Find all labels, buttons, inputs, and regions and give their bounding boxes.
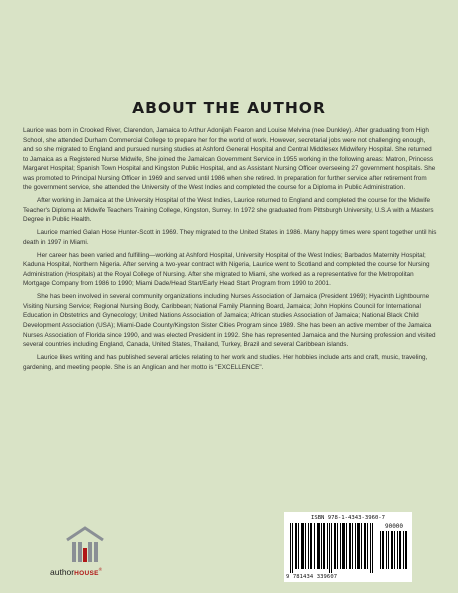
barcode-panel: [284, 512, 412, 582]
author-bio: [23, 126, 437, 375]
ean-barcode-icon: [288, 523, 376, 573]
bio-paragraph-2: After working in Jamaica at the University Hospital of the West Indies, Laurice returned to England and completed the course for the Midwife Teacher's Diploma at Midwife Teachers Training College, Kingston, Surrey. In 1972 she graduated from Pittsburgh University, U.S.A with a Masters Degree in Public Health.: [23, 197, 434, 224]
bio-paragraph-1: Laurice was born in Crooked River, Clarendon, Jamaica to Arthur Adonijah Fearon and Louise Melvina (nee Dunkley). After graduating from High School, she attended Durham Commercial College to prepare her for the world of work. However, secretarial jobs were not challenging enough, and so she migrated to England and pursued nursing studies at Ashford General Hospital and Central Middlesex Midwifery Hospital. She returned to Jamaica as a Registered Nurse Midwife, She joined the Jamaican Government Service in 1955 working in the following areas: Matron, Princess Margaret Hospital; Spanish Town Hospital and Kingston Public Hospital, and as Assistant Nursing Officer overseeing 27 government hospitals. She was promoted to Principal Nursing Officer in 1969 and served until 1986 when she retired. In preparation for further service after retirement from the government service, she attended the University of the West Indies and completed the course for a Diploma in Public Administration.: [23, 127, 436, 192]
bio-paragraph-4: Her career has been varied and fulfilling—working at Ashford Hospital, University Hospital of the West Indies; Barbados Maternity Hospital; Kaduna Hospital, Northern Nigeria. After serving a two-year contract with Nigeria, Laurice went to Scotland and completed the course for Nursing Administration (Hospitals) at the Royal College of Nursing. After she migrated to Miami, she worked as a representative for the Metropolitan Mortgage Company from 1986 to 1990; Miami Dade/Head Start/Early Head Start Program from 1990 to 2001.: [23, 251, 430, 288]
isbn-text: ISBN 978-1-4343-3960-7: [310, 515, 386, 521]
price-code: 90000: [384, 523, 404, 530]
bio-paragraph-3: Laurice married Galan Hose Hunter-Scott in 1969. They migrated to the United States in 1986. Many happy times were spent together until his death in 1997 in Miami.: [23, 229, 437, 246]
house-logo-icon: [64, 526, 106, 566]
ean-digits: 9 781434 339607: [286, 574, 338, 580]
bio-paragraph-6: Laurice likes writing and has published several articles relating to her work and studies. Her hobbies include arts and craft, music, traveling, gardening, and meeting people. She is an Anglican and her motto is "EXCELLENCE".: [23, 353, 428, 371]
publisher-logo: [50, 526, 126, 584]
registered-mark: ®: [98, 567, 103, 573]
section-title: ABOUT THE AUTHOR: [132, 99, 326, 117]
publisher-name-part2: HOUSE: [74, 570, 99, 577]
publisher-name: [50, 567, 130, 577]
price-barcode-icon: [379, 531, 409, 569]
bio-paragraph-5: She has been involved in several community organizations including Nurses Association of Jamaica (President 1969); Hyacinth Lightbourne Visiting Nursing Service; Regional Nursing Body, Caribbean; National Family Planning Board, Jamaica; John Hopkins Council for International Education in Obstetrics and Gynecology; United Nations Association of Jamaica; African studies Association of Jamaica; National Black Child Development Association (USA); Miami-Dade County/Kingston Sister Cities Program since 1989. She has been an active member of the Jamaica Nurses Association of Florida since 1990, and was elected President in 1992. She has represented Jamaica and the Nursing profession and visited several countries including England, Canada, United States, Thailand, Turkey, Brazil and several Caribbean islands.: [23, 293, 436, 349]
publisher-name-part1: author: [50, 567, 75, 577]
